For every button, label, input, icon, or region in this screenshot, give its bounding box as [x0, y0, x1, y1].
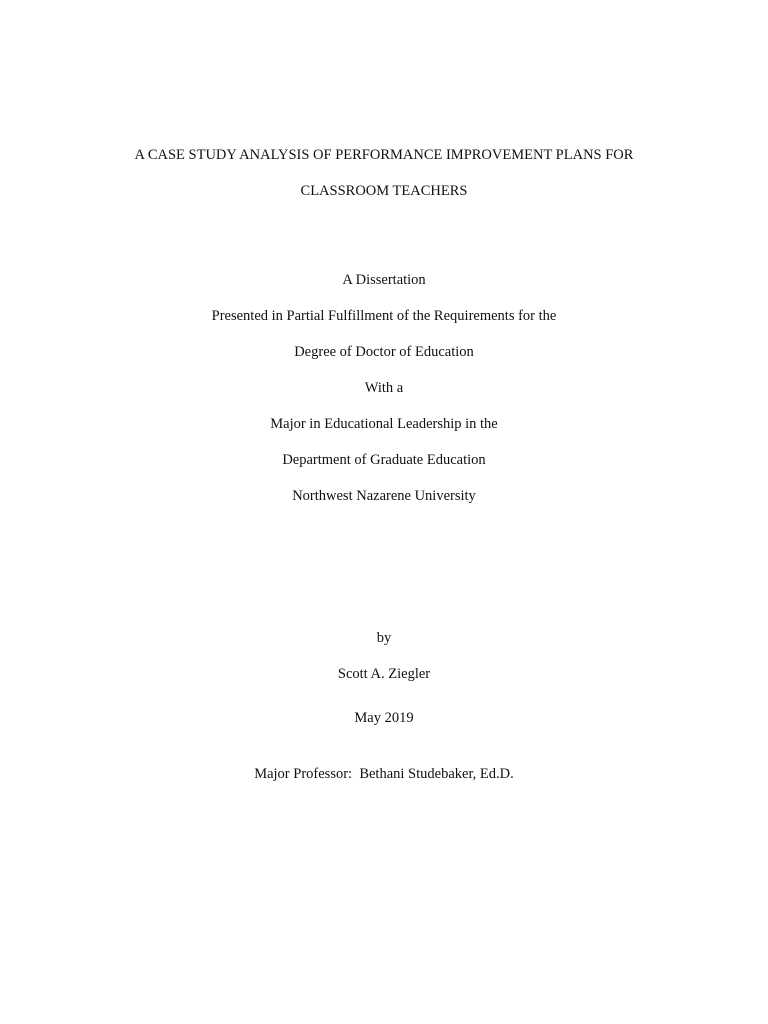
- title-line-2: CLASSROOM TEACHERS: [300, 183, 468, 199]
- by-label: by: [376, 630, 392, 646]
- title-line-1: A CASE STUDY ANALYSIS OF PERFORMANCE IMPROVEMENT PLANS FOR: [134, 147, 634, 163]
- description-line-7: Northwest Nazarene University: [292, 488, 476, 504]
- description-line-2: Presented in Partial Fulfillment of the Requirements for the: [211, 308, 557, 324]
- description-line-3: Degree of Doctor of Education: [294, 344, 474, 360]
- description-line-5: Major in Educational Leadership in the: [270, 416, 498, 432]
- date-text: May 2019: [354, 710, 414, 726]
- major-professor-text: Major Professor: Bethani Studebaker, Ed.D.: [254, 766, 514, 782]
- description-line-6: Department of Graduate Education: [282, 452, 486, 468]
- description-line-4: With a: [364, 380, 404, 396]
- author-name: Scott A. Ziegler: [337, 666, 431, 682]
- description-line-1: A Dissertation: [342, 272, 426, 288]
